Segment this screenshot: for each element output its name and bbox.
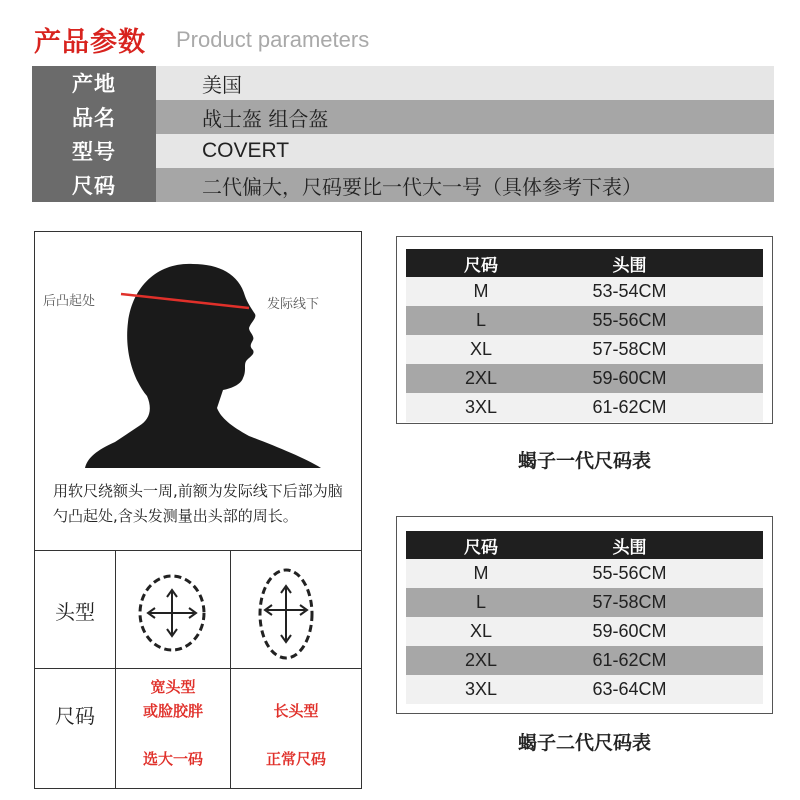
circumference-cell: 53-54CM — [592, 281, 667, 301]
size-cell: 3XL — [464, 679, 498, 699]
circumference-cell: 61-62CM — [592, 650, 667, 670]
measure-instruction: 用软尺绕额头一周,前额为发际线下后部为脑勺凸起处,含头发测量出头部的周长。 — [53, 482, 343, 525]
table-row — [406, 364, 763, 393]
table-row — [406, 588, 763, 617]
param-row-origin — [32, 66, 774, 100]
product-params-table — [32, 66, 774, 202]
table-row — [406, 559, 763, 588]
head-type-label: 头型 — [55, 600, 95, 624]
wide-head-type-text: 宽头型 — [150, 678, 196, 696]
size-cell: M — [473, 281, 489, 301]
param-row-model — [32, 134, 774, 168]
header-size: 尺码 — [464, 537, 498, 558]
param-value: 战士盔 组合盔 — [156, 100, 774, 134]
circumference-cell: 59-60CM — [592, 621, 667, 641]
size-cell: M — [473, 563, 489, 583]
table-row — [406, 675, 763, 704]
back-point-label: 后凸起处 — [43, 294, 96, 309]
circumference-cell: 55-56CM — [592, 310, 667, 330]
long-head-advice-text: 正常尺码 — [265, 750, 326, 768]
table-row — [406, 306, 763, 335]
param-label: 产地 — [32, 66, 156, 100]
param-value: 美国 — [156, 66, 774, 100]
divider — [115, 550, 116, 788]
size-table-gen2-caption: 蝎子二代尺码表 — [517, 732, 651, 754]
size-table-header — [406, 249, 763, 277]
size-cell: XL — [469, 621, 493, 641]
header-size: 尺码 — [464, 255, 498, 276]
param-row-name — [32, 100, 774, 134]
long-head-shape-icon — [255, 566, 317, 662]
page-title: 产品参数 — [34, 27, 146, 58]
circumference-cell: 57-58CM — [592, 339, 667, 359]
param-label: 型号 — [32, 134, 156, 168]
divider — [35, 668, 361, 669]
circumference-cell: 59-60CM — [592, 368, 667, 388]
size-table-body — [406, 531, 763, 704]
table-row — [406, 617, 763, 646]
param-value: 二代偏大，尺码要比一代大一号（具体参考下表） — [156, 168, 774, 202]
circumference-cell: 57-58CM — [592, 592, 667, 612]
table-row — [406, 646, 763, 675]
divider — [35, 550, 361, 551]
size-table-gen1 — [396, 236, 773, 424]
circumference-cell: 63-64CM — [592, 679, 667, 699]
table-row — [406, 393, 763, 422]
wide-head-shape-icon — [135, 572, 209, 654]
page-subtitle: Product parameters — [176, 27, 370, 52]
wide-head-face-text: 或脸胶胖 — [142, 702, 203, 720]
wide-head-advice-text: 选大一码 — [142, 750, 203, 768]
measurement-guide — [34, 231, 362, 789]
param-label: 品名 — [32, 100, 156, 134]
header-head-circumference: 头围 — [612, 537, 647, 558]
header-head-circumference: 头围 — [612, 255, 647, 276]
table-row — [406, 277, 763, 306]
size-cell: 2XL — [464, 368, 498, 388]
size-cell: L — [475, 592, 486, 612]
size-table-gen1-caption: 蝎子一代尺码表 — [517, 450, 651, 472]
head-diagram — [35, 232, 361, 550]
param-row-size — [32, 168, 774, 202]
hairline-label: 发际线下 — [267, 297, 320, 312]
size-cell: 3XL — [464, 397, 498, 417]
size-cell: 2XL — [464, 650, 498, 670]
long-head-type-text: 长头型 — [273, 702, 319, 720]
size-cell: XL — [469, 339, 493, 359]
param-label: 尺码 — [32, 168, 156, 202]
table-row — [406, 335, 763, 364]
size-cell: L — [475, 310, 486, 330]
param-value: COVERT — [156, 134, 774, 168]
circumference-cell: 55-56CM — [592, 563, 667, 583]
size-label: 尺码 — [55, 704, 95, 728]
circumference-cell: 61-62CM — [592, 397, 667, 417]
size-table-gen2 — [396, 516, 773, 714]
head-silhouette-icon — [35, 232, 361, 472]
size-table-body — [406, 249, 763, 422]
size-table-header — [406, 531, 763, 559]
